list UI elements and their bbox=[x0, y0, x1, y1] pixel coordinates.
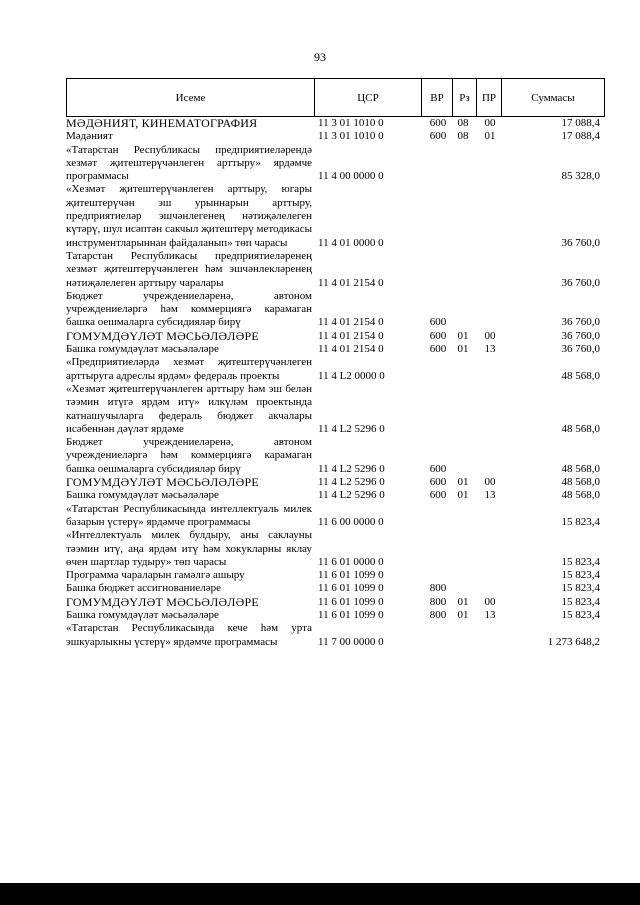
row-name: Мәдәният bbox=[66, 130, 113, 143]
row-csr: 11 4 00 0000 0 bbox=[318, 170, 384, 183]
row-sum: 15 823,4 bbox=[561, 608, 600, 621]
table-row bbox=[0, 476, 640, 489]
row-pr: 00 bbox=[484, 476, 496, 489]
table-row bbox=[0, 383, 640, 436]
table-row bbox=[0, 569, 640, 582]
row-name: ГОМУМДӘҮЛӘТ МӘСЬӘЛӘЛӘРЕ bbox=[66, 475, 259, 490]
table-row bbox=[0, 117, 640, 130]
row-csr: 11 6 01 1099 0 bbox=[318, 582, 384, 595]
column-pr-header: ПР bbox=[477, 79, 502, 117]
row-sum: 36 760,0 bbox=[561, 329, 600, 342]
row-name: Башка гомумдәүләт мәсьәләләре bbox=[66, 489, 219, 502]
row-pr: 00 bbox=[484, 117, 496, 129]
table-row bbox=[0, 356, 640, 383]
row-sum: 48 568,0 bbox=[561, 489, 600, 502]
row-sum: 17 088,4 bbox=[561, 117, 600, 129]
row-vr: 600 bbox=[429, 489, 447, 502]
row-sum: 17 088,4 bbox=[561, 130, 600, 143]
table-row bbox=[0, 582, 640, 595]
row-name: «Предприятиеләрдә хезмәт җитештерүчәнлеген арттыруга адреслы ярдәм» федераль проекты bbox=[66, 356, 312, 382]
row-name: ГОМУМДӘҮЛӘТ МӘСЬӘЛӘЛӘРЕ bbox=[66, 328, 259, 343]
table-row bbox=[0, 343, 640, 356]
row-name: Бюджет учреждениеләренә, автоном учреждениеләргә һәм коммерциягә карамаган башка оешмаларга субсидияләр бирү bbox=[66, 436, 312, 475]
row-csr: 11 4 01 2154 0 bbox=[318, 343, 384, 356]
row-name: Татарстан Республикасы предприятиеләренең хезмәт җитештерүчәнлеген һәм эшчәнлекләренең нәтиҗәлелеген арттыру чаралары bbox=[66, 249, 312, 289]
table-row bbox=[0, 144, 640, 184]
row-sum: 36 760,0 bbox=[561, 236, 600, 249]
row-rz: 01 bbox=[457, 476, 469, 489]
row-name: Башка гомумдәүләт мәсьәләләре bbox=[66, 608, 219, 621]
table-row bbox=[0, 250, 640, 290]
column-name-header: Исеме bbox=[67, 79, 315, 117]
row-sum: 85 328,0 bbox=[561, 170, 600, 183]
row-name: «Татарстан Республикасы предприятиеләрендә хезмәт җитештерүчәнлеген арттыру» ярдәмче программасы bbox=[66, 143, 312, 183]
row-rz: 08 bbox=[457, 117, 469, 129]
row-csr: 11 4 01 2154 0 bbox=[318, 316, 384, 329]
table-row bbox=[0, 130, 640, 143]
row-vr: 800 bbox=[429, 582, 447, 595]
row-csr: 11 4 L2 5296 0 bbox=[318, 489, 385, 502]
page-number: 93 bbox=[314, 50, 326, 64]
row-rz: 01 bbox=[457, 343, 469, 356]
row-pr: 00 bbox=[484, 329, 496, 342]
table-row bbox=[0, 609, 640, 622]
row-csr: 11 6 01 0000 0 bbox=[318, 555, 384, 568]
row-sum: 15 823,4 bbox=[561, 515, 600, 528]
row-csr: 11 4 L2 5296 0 bbox=[318, 422, 385, 435]
row-name: Башка гомумдәүләт мәсьәләләре bbox=[66, 343, 219, 356]
row-vr: 600 bbox=[429, 343, 447, 356]
row-vr: 600 bbox=[429, 316, 447, 329]
row-csr: 11 4 L2 0000 0 bbox=[318, 369, 385, 382]
column-sum-header: Суммасы bbox=[502, 79, 605, 117]
row-pr: 13 bbox=[484, 343, 496, 356]
row-rz: 01 bbox=[457, 595, 469, 608]
row-sum: 36 760,0 bbox=[561, 343, 600, 356]
row-name: «Интеллектуаль милек булдыру, аны саклауны тәэмин итү, аңа ярдәм итү һәм хокукларны яклау өчен шартлар тудыру» төп чарасы bbox=[66, 529, 312, 568]
column-csr-header: ЦСР bbox=[315, 79, 422, 117]
table-row bbox=[0, 622, 640, 649]
table-row bbox=[0, 183, 640, 249]
row-pr: 00 bbox=[484, 595, 496, 608]
row-csr: 11 4 01 2154 0 bbox=[318, 329, 384, 342]
table-row bbox=[0, 503, 640, 530]
row-vr: 800 bbox=[429, 608, 447, 621]
row-vr: 600 bbox=[429, 329, 447, 342]
row-sum: 48 568,0 bbox=[561, 462, 600, 475]
row-sum: 15 823,4 bbox=[561, 595, 600, 608]
row-csr: 11 4 01 2154 0 bbox=[318, 276, 384, 289]
row-pr: 01 bbox=[484, 130, 496, 143]
row-name: МӘДӘНИЯТ, КИНЕМАТОГРАФИЯ bbox=[66, 116, 258, 130]
column-rz-header: Рз bbox=[453, 79, 477, 117]
row-csr: 11 4 L2 5296 0 bbox=[318, 476, 385, 489]
row-csr: 11 3 01 1010 0 bbox=[318, 130, 384, 143]
table-row bbox=[0, 529, 640, 569]
row-vr: 800 bbox=[429, 595, 447, 608]
row-name: «Хезмәт җитештерүчәнлеген арттыру, югары җитештерүчән эш урыннарын арттыру, предприятиеләр эшчәнлегенең нәтиҗәлелеген күтәрү, шул исәптән сакчыл җитештерү методикасы инструментларыннан файдаланып» төп чарасы bbox=[66, 183, 312, 249]
row-csr: 11 4 L2 5296 0 bbox=[318, 462, 385, 475]
row-sum: 48 568,0 bbox=[561, 369, 600, 382]
row-name: «Татарстан Республикасында кече һәм урта эшкуарлыкны үстерү» ярдәмче программасы bbox=[66, 622, 312, 648]
row-vr: 600 bbox=[429, 462, 447, 475]
table-header bbox=[66, 78, 605, 117]
row-name: «Татарстан Республикасында интеллектуаль милек базарын үстерү» ярдәмче программасы bbox=[66, 502, 312, 528]
row-csr: 11 6 01 1099 0 bbox=[318, 569, 384, 582]
row-rz: 01 bbox=[457, 608, 469, 621]
row-pr: 13 bbox=[484, 489, 496, 502]
table-row bbox=[0, 596, 640, 609]
row-csr: 11 3 01 1010 0 bbox=[318, 117, 384, 129]
row-csr: 11 6 01 1099 0 bbox=[318, 595, 384, 608]
row-sum: 36 760,0 bbox=[561, 316, 600, 329]
row-csr: 11 6 00 0000 0 bbox=[318, 515, 384, 528]
row-rz: 08 bbox=[457, 130, 469, 143]
table-row bbox=[0, 489, 640, 502]
scan-edge bbox=[0, 883, 640, 905]
row-rz: 01 bbox=[457, 329, 469, 342]
table-row bbox=[0, 290, 640, 330]
row-rz: 01 bbox=[457, 489, 469, 502]
row-name: ГОМУМДӘҮЛӘТ МӘСЬӘЛӘЛӘРЕ bbox=[66, 594, 259, 609]
row-name: Башка бюджет ассигнованиеләре bbox=[66, 582, 221, 595]
table-row bbox=[0, 330, 640, 343]
table-body bbox=[0, 117, 640, 649]
row-name: Бюджет учреждениеләренә, автоном учреждениеләргә һәм коммерциягә карамаган башка оешмаларга субсидияләр бирү bbox=[66, 289, 312, 329]
row-name: «Хезмәт җитештерүчәнлеген арттыру һәм эш белән тәэмин итүгә ярдәм итү» илкүләм проектында катнашучыларга федераль бюджет акчалары исәбеннән дәүләт ярдәме bbox=[66, 382, 312, 435]
row-sum: 15 823,4 bbox=[561, 569, 600, 582]
row-vr: 600 bbox=[429, 476, 447, 489]
row-sum: 15 823,4 bbox=[561, 582, 600, 595]
row-sum: 1 273 648,2 bbox=[547, 635, 600, 648]
row-vr: 600 bbox=[429, 117, 447, 129]
row-pr: 13 bbox=[484, 608, 496, 621]
row-sum: 48 568,0 bbox=[561, 476, 600, 489]
row-sum: 48 568,0 bbox=[561, 422, 600, 435]
row-csr: 11 4 01 0000 0 bbox=[318, 236, 384, 249]
table-row bbox=[0, 436, 640, 476]
row-csr: 11 7 00 0000 0 bbox=[318, 635, 384, 648]
row-vr: 600 bbox=[429, 130, 447, 143]
row-name: Программа чараларын гамәлгә ашыру bbox=[66, 569, 245, 582]
row-csr: 11 6 01 1099 0 bbox=[318, 608, 384, 621]
row-sum: 15 823,4 bbox=[561, 555, 600, 568]
row-sum: 36 760,0 bbox=[561, 276, 600, 289]
column-vr-header: ВР bbox=[422, 79, 453, 117]
